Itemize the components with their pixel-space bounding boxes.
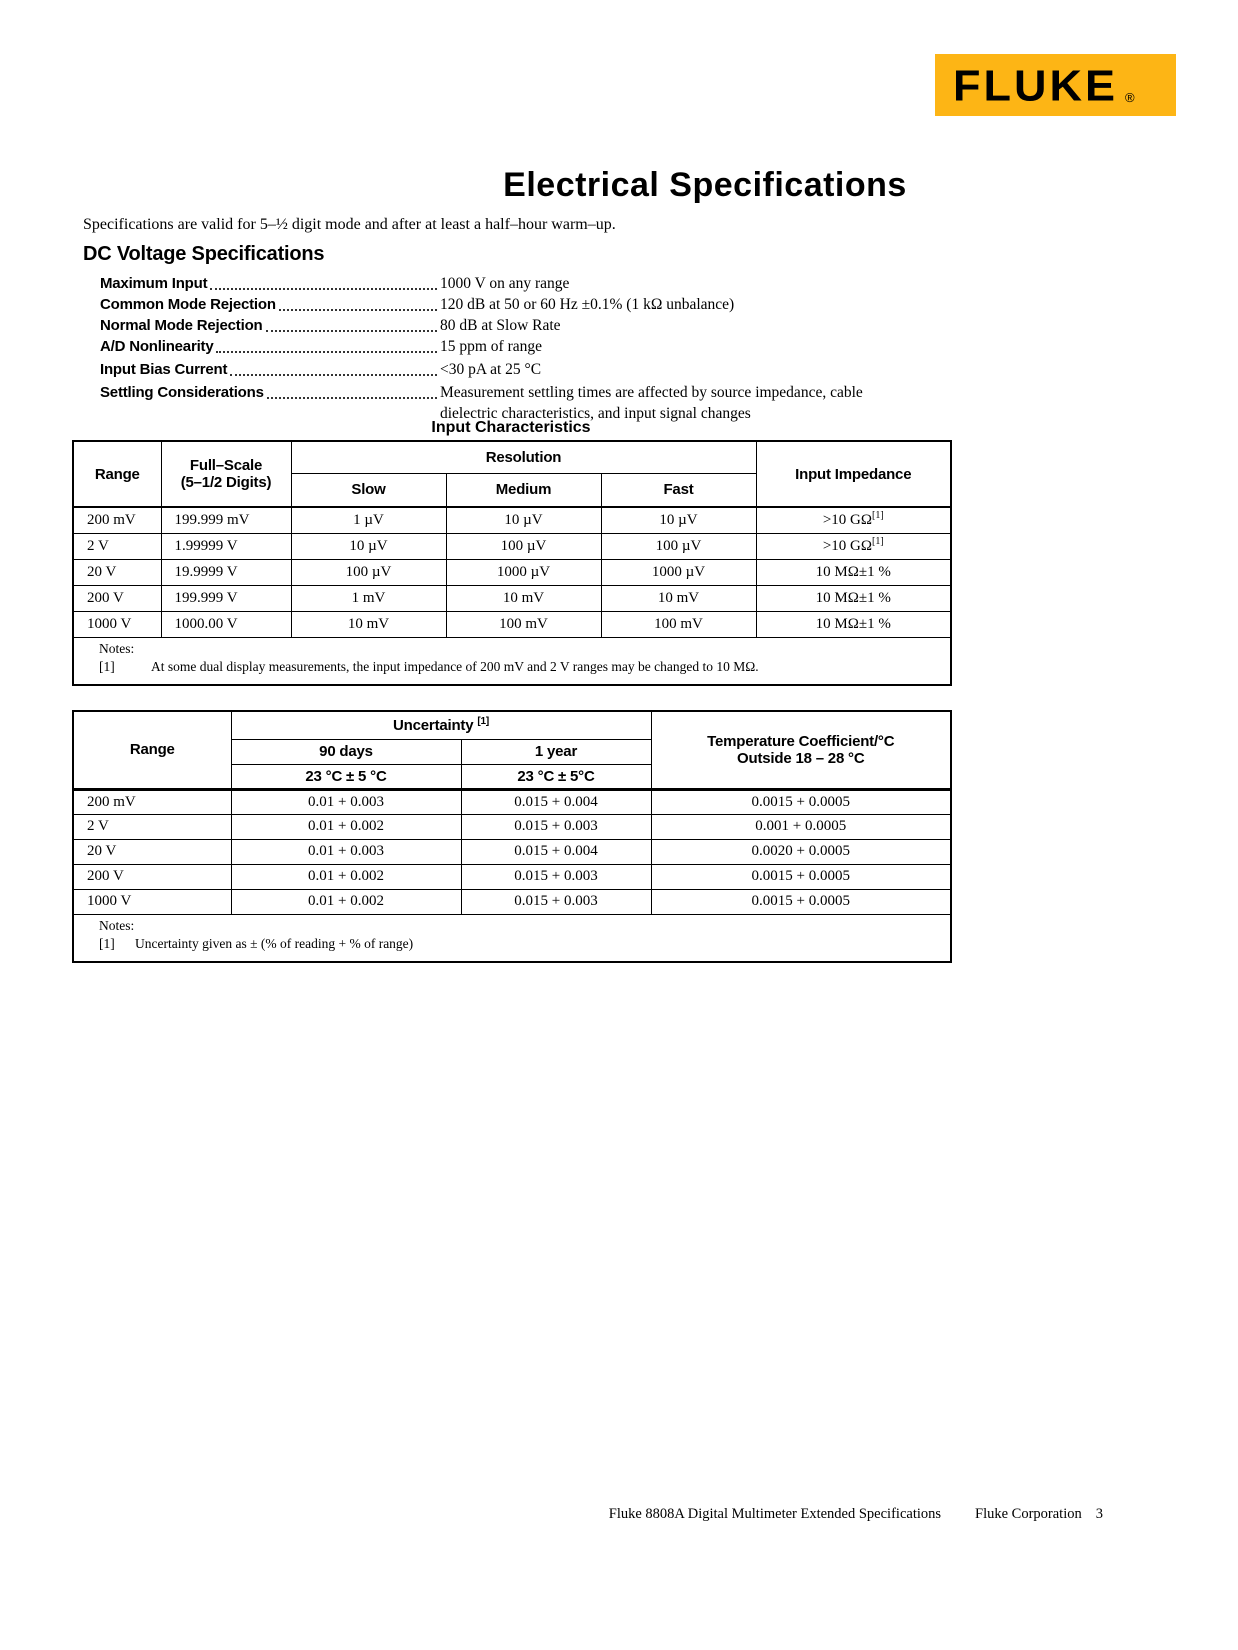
spec-label: Settling Considerations: [100, 384, 264, 401]
col-header-fast: Fast: [601, 473, 756, 507]
cell-medium: 100 µV: [446, 533, 601, 559]
table-row: [73, 789, 951, 814]
cell-medium: 10 µV: [446, 507, 601, 533]
cell-1-year: 0.015 + 0.003: [461, 889, 651, 914]
spec-value: Measurement settling times are affected by source impedance, cable dielectric characteristics, and input signal changes: [440, 384, 863, 422]
table-row: [73, 585, 951, 611]
col-header-full-scale: Full–Scale (5–1/2 Digits): [161, 441, 291, 507]
col-header-range: Range: [73, 441, 161, 507]
cell-slow: 10 mV: [291, 611, 446, 637]
cell-slow: 10 µV: [291, 533, 446, 559]
spec-row: [100, 273, 920, 294]
spec-row: [100, 359, 920, 380]
cell-fast: 100 µV: [601, 533, 756, 559]
table-header-row: [73, 711, 951, 739]
cell-medium: 1000 µV: [446, 559, 601, 585]
cell-1-year: 0.015 + 0.004: [461, 839, 651, 864]
cell-range: 200 mV: [73, 507, 161, 533]
dot-leader: [266, 330, 438, 332]
footer-doc-title: Fluke 8808A Digital Multimeter Extended Specifications: [608, 1506, 942, 1522]
cell-impedance: >10 GΩ[1]: [756, 507, 951, 533]
table1-title: Input Characteristics: [431, 419, 591, 436]
input-characteristics-table: [72, 440, 952, 686]
cell-90-days: 0.01 + 0.002: [231, 814, 461, 839]
spec-label: Common Mode Rejection: [100, 296, 276, 313]
cell-temp-coefficient: 0.001 + 0.0005: [651, 814, 951, 839]
cell-range: 2 V: [73, 814, 231, 839]
notes-label: Notes:: [99, 640, 135, 656]
col-header-medium: Medium: [446, 473, 601, 507]
cell-fast: 10 mV: [601, 585, 756, 611]
page-footer: [0, 1506, 1103, 1523]
cell-medium: 100 mV: [446, 611, 601, 637]
cell-90-days: 0.01 + 0.003: [231, 839, 461, 864]
registered-trademark-icon: ®: [1125, 89, 1135, 105]
col-header-90-days: 90 days: [231, 739, 461, 764]
cell-range: 200 V: [73, 864, 231, 889]
spec-value: 120 dB at 50 or 60 Hz ±0.1% (1 kΩ unbalance): [440, 296, 735, 313]
spec-label: Normal Mode Rejection: [100, 317, 263, 334]
table-row: [73, 864, 951, 889]
cell-range: 200 mV: [73, 789, 231, 814]
section-heading: DC Voltage Specifications: [83, 243, 325, 265]
cell-range: 1000 V: [73, 889, 231, 914]
cell-temp-coefficient: 0.0015 + 0.0005: [651, 789, 951, 814]
col-header-resolution: Resolution: [291, 441, 756, 473]
fluke-logo-text: FLUKE: [953, 60, 1118, 110]
note-ref: [1]: [99, 935, 115, 951]
cell-full-scale: 1.99999 V: [161, 533, 291, 559]
note-text: At some dual display measurements, the input impedance of 200 mV and 2 V ranges may be changed to 10 MΩ.: [151, 658, 759, 674]
cell-slow: 100 µV: [291, 559, 446, 585]
note-line: [99, 936, 940, 952]
intro-text: Specifications are valid for 5–½ digit mode and after at least a half–hour warm–up.: [83, 216, 616, 233]
cell-90-days: 0.01 + 0.002: [231, 889, 461, 914]
spec-label: Input Bias Current: [100, 361, 228, 378]
table-row: [73, 611, 951, 637]
cell-range: 20 V: [73, 839, 231, 864]
cell-impedance: >10 GΩ[1]: [756, 533, 951, 559]
cell-fast: 1000 µV: [601, 559, 756, 585]
page-title: Electrical Specifications: [503, 166, 907, 204]
col-header-range: Range: [73, 711, 231, 789]
cell-impedance: 10 MΩ±1 %: [756, 585, 951, 611]
cell-temp-coefficient: 0.0015 + 0.0005: [651, 864, 951, 889]
cell-medium: 10 mV: [446, 585, 601, 611]
col-header-temp-coefficient: Temperature Coefficient/°C Outside 18 – 28 °C: [651, 711, 951, 789]
cell-fast: 10 µV: [601, 507, 756, 533]
cell-slow: 1 µV: [291, 507, 446, 533]
note-line: [99, 659, 940, 675]
dot-leader: [210, 288, 437, 290]
cell-90-days: 0.01 + 0.002: [231, 864, 461, 889]
cell-temp-coefficient: 0.0020 + 0.0005: [651, 839, 951, 864]
spec-value: 1000 V on any range: [440, 275, 570, 292]
cell-full-scale: 1000.00 V: [161, 611, 291, 637]
cell-impedance: 10 MΩ±1 %: [756, 611, 951, 637]
cell-range: 200 V: [73, 585, 161, 611]
cell-1-year: 0.015 + 0.003: [461, 864, 651, 889]
table-row: [73, 814, 951, 839]
table-row: [73, 507, 951, 533]
note-text: Uncertainty given as ± (% of reading + % of range): [135, 935, 414, 951]
col-header-1-year-condition: 23 °C ± 5°C: [461, 764, 651, 789]
spec-label: A/D Nonlinearity: [100, 338, 214, 355]
cell-1-year: 0.015 + 0.003: [461, 814, 651, 839]
dot-leader: [216, 351, 437, 353]
cell-90-days: 0.01 + 0.003: [231, 789, 461, 814]
col-header-uncertainty: Uncertainty [1]: [231, 711, 651, 739]
dot-leader: [267, 397, 437, 399]
col-header-90-days-condition: 23 °C ± 5 °C: [231, 764, 461, 789]
cell-range: 1000 V: [73, 611, 161, 637]
footer-page-number: 3: [1095, 1506, 1103, 1522]
spec-row: [100, 382, 920, 424]
table-notes: [73, 637, 951, 685]
cell-full-scale: 199.999 V: [161, 585, 291, 611]
dot-leader: [230, 374, 437, 376]
spec-value: <30 pA at 25 °C: [440, 361, 542, 378]
uncertainty-table: [72, 710, 952, 963]
col-header-1-year: 1 year: [461, 739, 651, 764]
fluke-logo: [935, 54, 1176, 116]
cell-full-scale: 199.999 mV: [161, 507, 291, 533]
cell-range: 2 V: [73, 533, 161, 559]
dot-leader: [279, 309, 437, 311]
table-row: [73, 533, 951, 559]
cell-fast: 100 mV: [601, 611, 756, 637]
spec-row: [100, 315, 920, 336]
cell-range: 20 V: [73, 559, 161, 585]
cell-temp-coefficient: 0.0015 + 0.0005: [651, 889, 951, 914]
cell-1-year: 0.015 + 0.004: [461, 789, 651, 814]
footer-company: Fluke Corporation: [975, 1506, 1082, 1522]
spec-label: Maximum Input: [100, 275, 208, 292]
spec-list: [100, 273, 920, 424]
table-header-row: [73, 441, 951, 473]
cell-slow: 1 mV: [291, 585, 446, 611]
spec-value: 15 ppm of range: [440, 338, 543, 355]
table-row: [73, 889, 951, 914]
spec-value: 80 dB at Slow Rate: [440, 317, 561, 334]
col-header-impedance: Input Impedance: [756, 441, 951, 507]
spec-row: [100, 336, 920, 357]
note-ref: [1]: [99, 658, 115, 674]
cell-impedance: 10 MΩ±1 %: [756, 559, 951, 585]
cell-full-scale: 19.9999 V: [161, 559, 291, 585]
notes-label: Notes:: [99, 917, 135, 933]
table-notes: [73, 914, 951, 962]
table-row: [73, 559, 951, 585]
spec-row: [100, 294, 920, 315]
table-row: [73, 839, 951, 864]
col-header-slow: Slow: [291, 473, 446, 507]
